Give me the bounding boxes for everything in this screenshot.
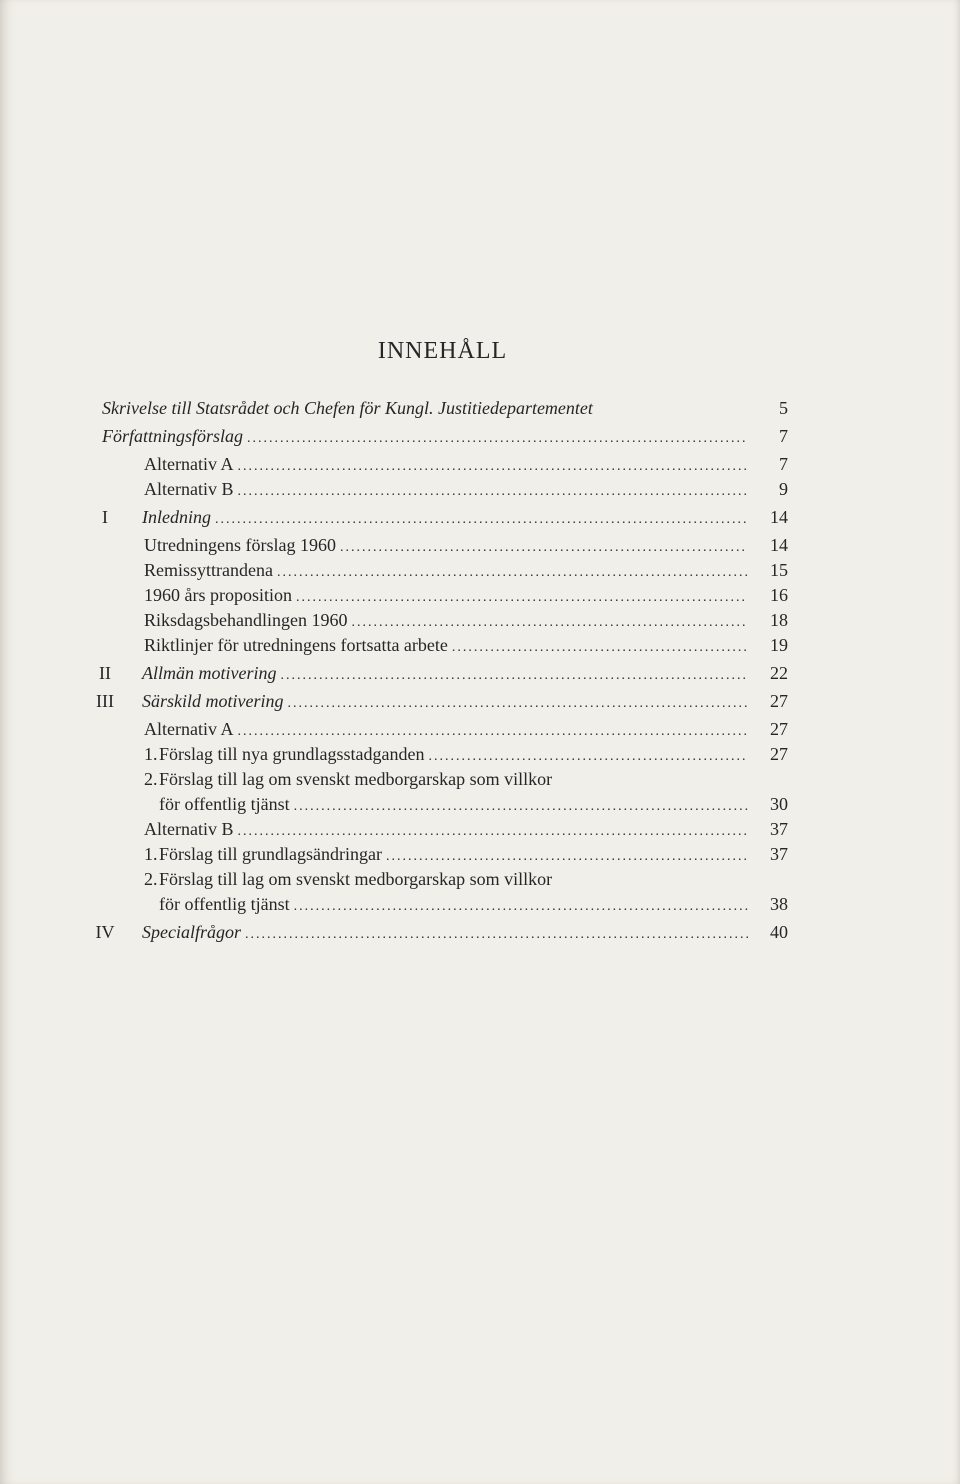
toc-label: Författningsförslag [102,426,244,446]
toc-entry-forfattningsforslag [102,424,788,449]
toc-label: Alternativ A [144,719,234,739]
leader-dots [245,922,748,947]
toc-entry-specialfragor [95,920,788,945]
toc-entry-medborgarskap-a-cont [102,792,788,817]
toc-label: Förslag till nya grundlagsstadganden [159,744,425,764]
toc-label: Allmän motivering [142,663,277,683]
toc-page-number: 27 [770,744,788,764]
table-of-contents [95,396,788,945]
toc-label: Särskild motivering [142,691,284,711]
toc-label: Skrivelse till Statsrådet och Chefen för Kungl. Justitiedepartementet [102,398,593,418]
toc-entry-sarskild-motivering [96,689,788,714]
toc-page-number: 38 [770,894,788,914]
toc-item-number: 2. [144,869,158,889]
toc-entry-riktlinjer [102,633,788,658]
leader-dots [280,663,748,688]
toc-page-number: 37 [770,819,788,839]
toc-entry-alternativ-b-2 [102,817,788,842]
toc-page-number: 27 [770,719,788,739]
toc-entry-alternativ-a-2 [102,717,788,742]
toc-page-number: 15 [770,560,788,580]
toc-label: för offentlig tjänst [159,894,290,914]
toc-label: 1960 års proposition [144,585,292,605]
toc-label: Inledning [142,507,211,527]
toc-entry-skrivelse [102,396,788,421]
toc-entry-allman-motivering [99,661,788,686]
toc-entry-grundlagsstadganden [102,742,788,767]
toc-section-number: III [96,691,114,711]
toc-section-number: I [102,507,108,527]
toc-entry-medborgarskap-b-cont [102,892,788,917]
leader-dots [288,691,749,716]
leader-dots [237,819,748,844]
leader-dots [452,635,748,660]
toc-page-number: 7 [779,426,788,446]
toc-label: Förslag till lag om svenskt medborgarskap som villkor [159,769,553,789]
toc-entry-inledning [102,505,788,530]
leader-dots [386,844,748,869]
toc-page-number: 9 [779,479,788,499]
toc-page-number: 27 [770,691,788,711]
toc-page-number: 16 [770,585,788,605]
toc-entry-proposition [102,583,788,608]
toc-section-number: IV [95,922,115,942]
toc-entry-remissyttrandena [102,558,788,583]
toc-label: Utredningens förslag 1960 [144,535,336,555]
leader-dots [215,507,748,532]
toc-entry-utredningens-forslag [102,533,788,558]
toc-page-number: 19 [770,635,788,655]
toc-label: Specialfrågor [142,922,241,942]
toc-entry-alternativ-a [102,452,788,477]
toc-label: Alternativ B [144,819,234,839]
toc-page-number: 5 [779,398,788,418]
toc-label: för offentlig tjänst [159,794,290,814]
toc-entry-grundlagsandringar [102,842,788,867]
toc-page-number: 37 [770,844,788,864]
leader-dots [247,426,748,451]
toc-entry-medborgarskap-a [102,767,788,792]
leader-dots [428,744,748,769]
toc-section-number: II [99,663,111,683]
toc-label: Alternativ B [144,479,234,499]
leader-dots [294,794,748,819]
toc-label: Alternativ A [144,454,234,474]
toc-page-number: 22 [770,663,788,683]
leader-dots [237,454,748,479]
leader-dots [351,610,748,635]
toc-page-number: 18 [770,610,788,630]
leader-dots [277,560,748,585]
toc-entry-alternativ-b [102,477,788,502]
toc-label: Remissyttrandena [144,560,273,580]
leader-dots [237,719,748,744]
toc-item-number: 1. [144,744,158,764]
toc-label: Riktlinjer för utredningens fortsatta arbete [144,635,448,655]
toc-page-number: 14 [770,507,788,527]
toc-item-number: 1. [144,844,158,864]
leader-dots [340,535,748,560]
toc-page-number: 40 [770,922,788,942]
toc-page-number: 7 [779,454,788,474]
toc-label: Förslag till lag om svenskt medborgarskap som villkor [159,869,553,889]
page-title: INNEHÅLL [377,338,508,364]
toc-entry-medborgarskap-b [102,867,788,892]
toc-page-number: 14 [770,535,788,555]
toc-entry-riksdagsbehandlingen [102,608,788,633]
toc-item-number: 2. [144,769,158,789]
leader-dots [296,585,748,610]
leader-dots [294,894,748,919]
leader-dots [237,479,748,504]
toc-label: Riksdagsbehandlingen 1960 [144,610,348,630]
toc-page-number: 30 [770,794,788,814]
toc-label: Förslag till grundlagsändringar [159,844,382,864]
